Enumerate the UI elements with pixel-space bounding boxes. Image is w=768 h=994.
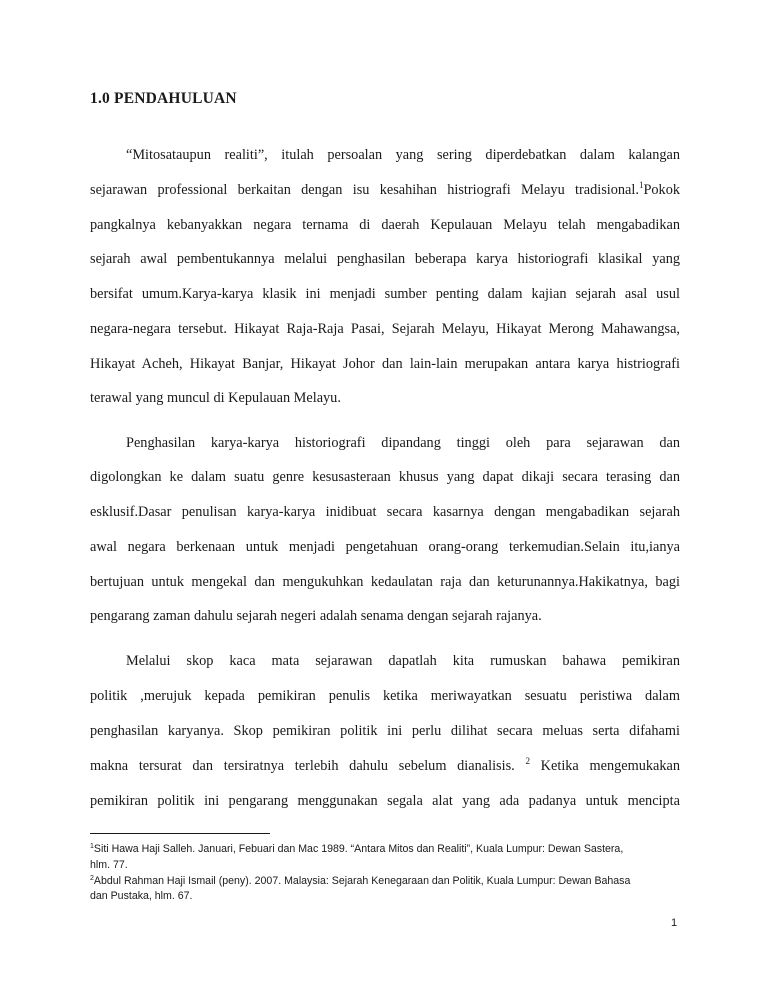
paragraph-line: pengarang zaman dahulu sejarah negeri adalah senama dengan sejarah rajanya. [90,608,542,624]
page-number: 1 [671,917,678,929]
paragraph-line: digolongkan ke dalam suatu genre kesusasteraan khusus yang dapat dikaji secara terasing dan [90,469,680,485]
line-text: Ketika mengemukakan [540,758,681,774]
paragraph-line [90,181,680,199]
paragraph-line: esklusif.Dasar penulisan karya-karya inidibuat secara kasarnya dengan mengabadikan sejarah [90,504,680,520]
paragraph-line: pemikiran politik ini pengarang menggunakan segala alat yang ada padanya untuk mencipta [90,793,680,809]
footnote-text: Abdul Rahman Haji Ismail (peny). 2007. Malaysia: Sejarah Kenegaraan dan Politik, Kuala Lumpur: Dewan Bahasa [93,875,631,887]
paragraph-line: sejarah awal pembentukannya melalui penghasilan beberapa karya historiografi klasikal yang [90,251,680,267]
paragraph-line: Penghasilan karya-karya historiografi dipandang tinggi oleh para sejarawan dan [126,435,680,451]
paragraph-line: “Mitosataupun realiti”, itulah persoalan yang sering diperdebatkan dalam kalangan [126,147,680,163]
footnote-text: Siti Hawa Haji Salleh. Januari, Febuari dan Mac 1989. “Antara Mitos dan Realiti”, Kuala Lumpur: Dewan Sastera, [93,843,624,855]
paragraph-line: Melalui skop kaca mata sejarawan dapatlah kita rumuskan bahawa pemikiran [126,653,680,669]
paragraph-line: politik ,merujuk kepada pemikiran penulis ketika meriwayatkan sesuatu peristiwa dalam [90,688,680,704]
footnote-number: 1 [90,843,94,850]
footnote-ref: 2 [525,756,530,766]
paragraph-line: negara-negara tersebut. Hikayat Raja-Raja Pasai, Sejarah Melayu, Hikayat Merong Mahawangsa, [90,321,680,337]
footnote-number: 2 [90,875,94,882]
line-text: Pokok [643,182,680,198]
footnote-1-continued: hlm. 77. [90,859,128,871]
footnote-separator [90,833,270,834]
paragraph-line: bertujuan untuk mengekal dan mengukuhkan kedaulatan raja dan keturunannya.Hakikatnya, bagi [90,574,680,590]
paragraph-line: pangkalnya kebanyakkan negara ternama di daerah Kepulauan Melayu telah mengabadikan [90,217,680,233]
paragraph-line: bersifat umum.Karya-karya klasik ini menjadi sumber penting dalam kajian sejarah asal usul [90,286,680,302]
paragraph-line [90,757,680,775]
paragraph-line: awal negara berkenaan untuk menjadi pengetahuan orang-orang terkemudian.Selain itu,ianya [90,539,680,555]
footnote-2 [90,874,680,888]
footnote-ref: 1 [638,180,644,190]
section-heading: 1.0 PENDAHULUAN [90,90,237,107]
paragraph-line: terawal yang muncul di Kepulauan Melayu. [90,390,341,406]
footnote-1 [90,842,680,856]
line-text: sejarawan professional berkaitan dengan isu kesahihan histriografi Melayu tradisional. [90,182,639,198]
paragraph-line: penghasilan karyanya. Skop pemikiran politik ini perlu dilihat secara meluas serta difahami [90,723,680,739]
footnote-2-continued: dan Pustaka, hlm. 67. [90,890,193,902]
paragraph-line: Hikayat Acheh, Hikayat Banjar, Hikayat Johor dan lain-lain merupakan antara karya histriografi [90,356,680,372]
line-text: makna tersurat dan tersiratnya terlebih dahulu sebelum dianalisis. [90,758,515,774]
